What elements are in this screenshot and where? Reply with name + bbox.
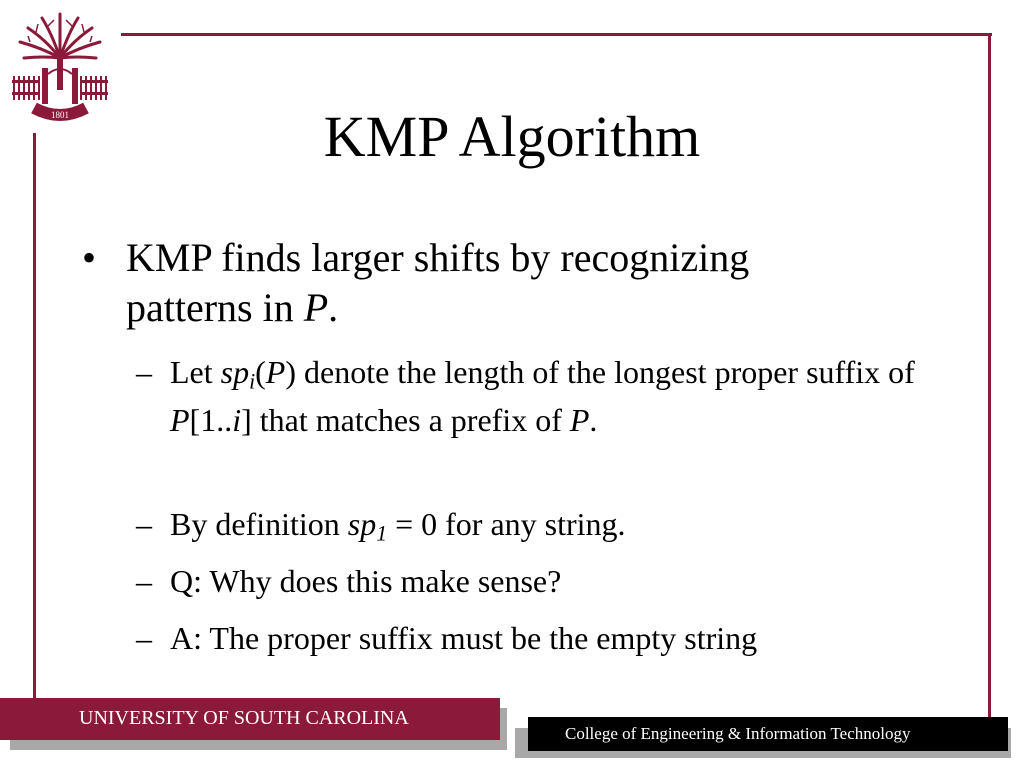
sub-bullet-text: Let $sp_i(P)$ denote the length of the longest proper suffix of P[1..i] that matches a prefix of P. <box>170 354 915 438</box>
frame-top-line <box>121 33 992 36</box>
frame-left-line <box>33 133 36 705</box>
sub-bullet-definition <box>136 348 936 444</box>
sub-bullet-question <box>136 557 936 605</box>
sub-bullet-text: By definition $sp_1 = 0$ for any string. <box>170 506 626 546</box>
main-bullet <box>82 233 872 333</box>
university-footer-bar <box>0 698 500 740</box>
bullet-marker: • <box>82 235 97 280</box>
sub-bullet-base-case <box>136 500 936 548</box>
seal-year-text: 1801 <box>51 110 69 120</box>
university-name: UNIVERSITY OF SOUTH CAROLINA <box>79 707 409 729</box>
dash-marker: – <box>136 620 152 656</box>
sub-bullet-text: Q: Why does this make sense? <box>170 563 562 599</box>
sub-bullet-text: A: The proper suffix must be the empty string <box>170 620 758 656</box>
main-bullet-text: KMP finds larger shifts by recognizing patterns in P. <box>126 235 750 330</box>
college-name: College of Engineering & Information Technology <box>565 724 911 743</box>
slide-title: KMP Algorithm <box>323 104 701 169</box>
dash-marker: – <box>136 563 152 599</box>
college-footer-bar <box>528 717 1008 751</box>
sub-bullet-answer <box>136 614 936 662</box>
dash-marker: – <box>136 354 152 390</box>
dash-marker: – <box>136 506 152 542</box>
